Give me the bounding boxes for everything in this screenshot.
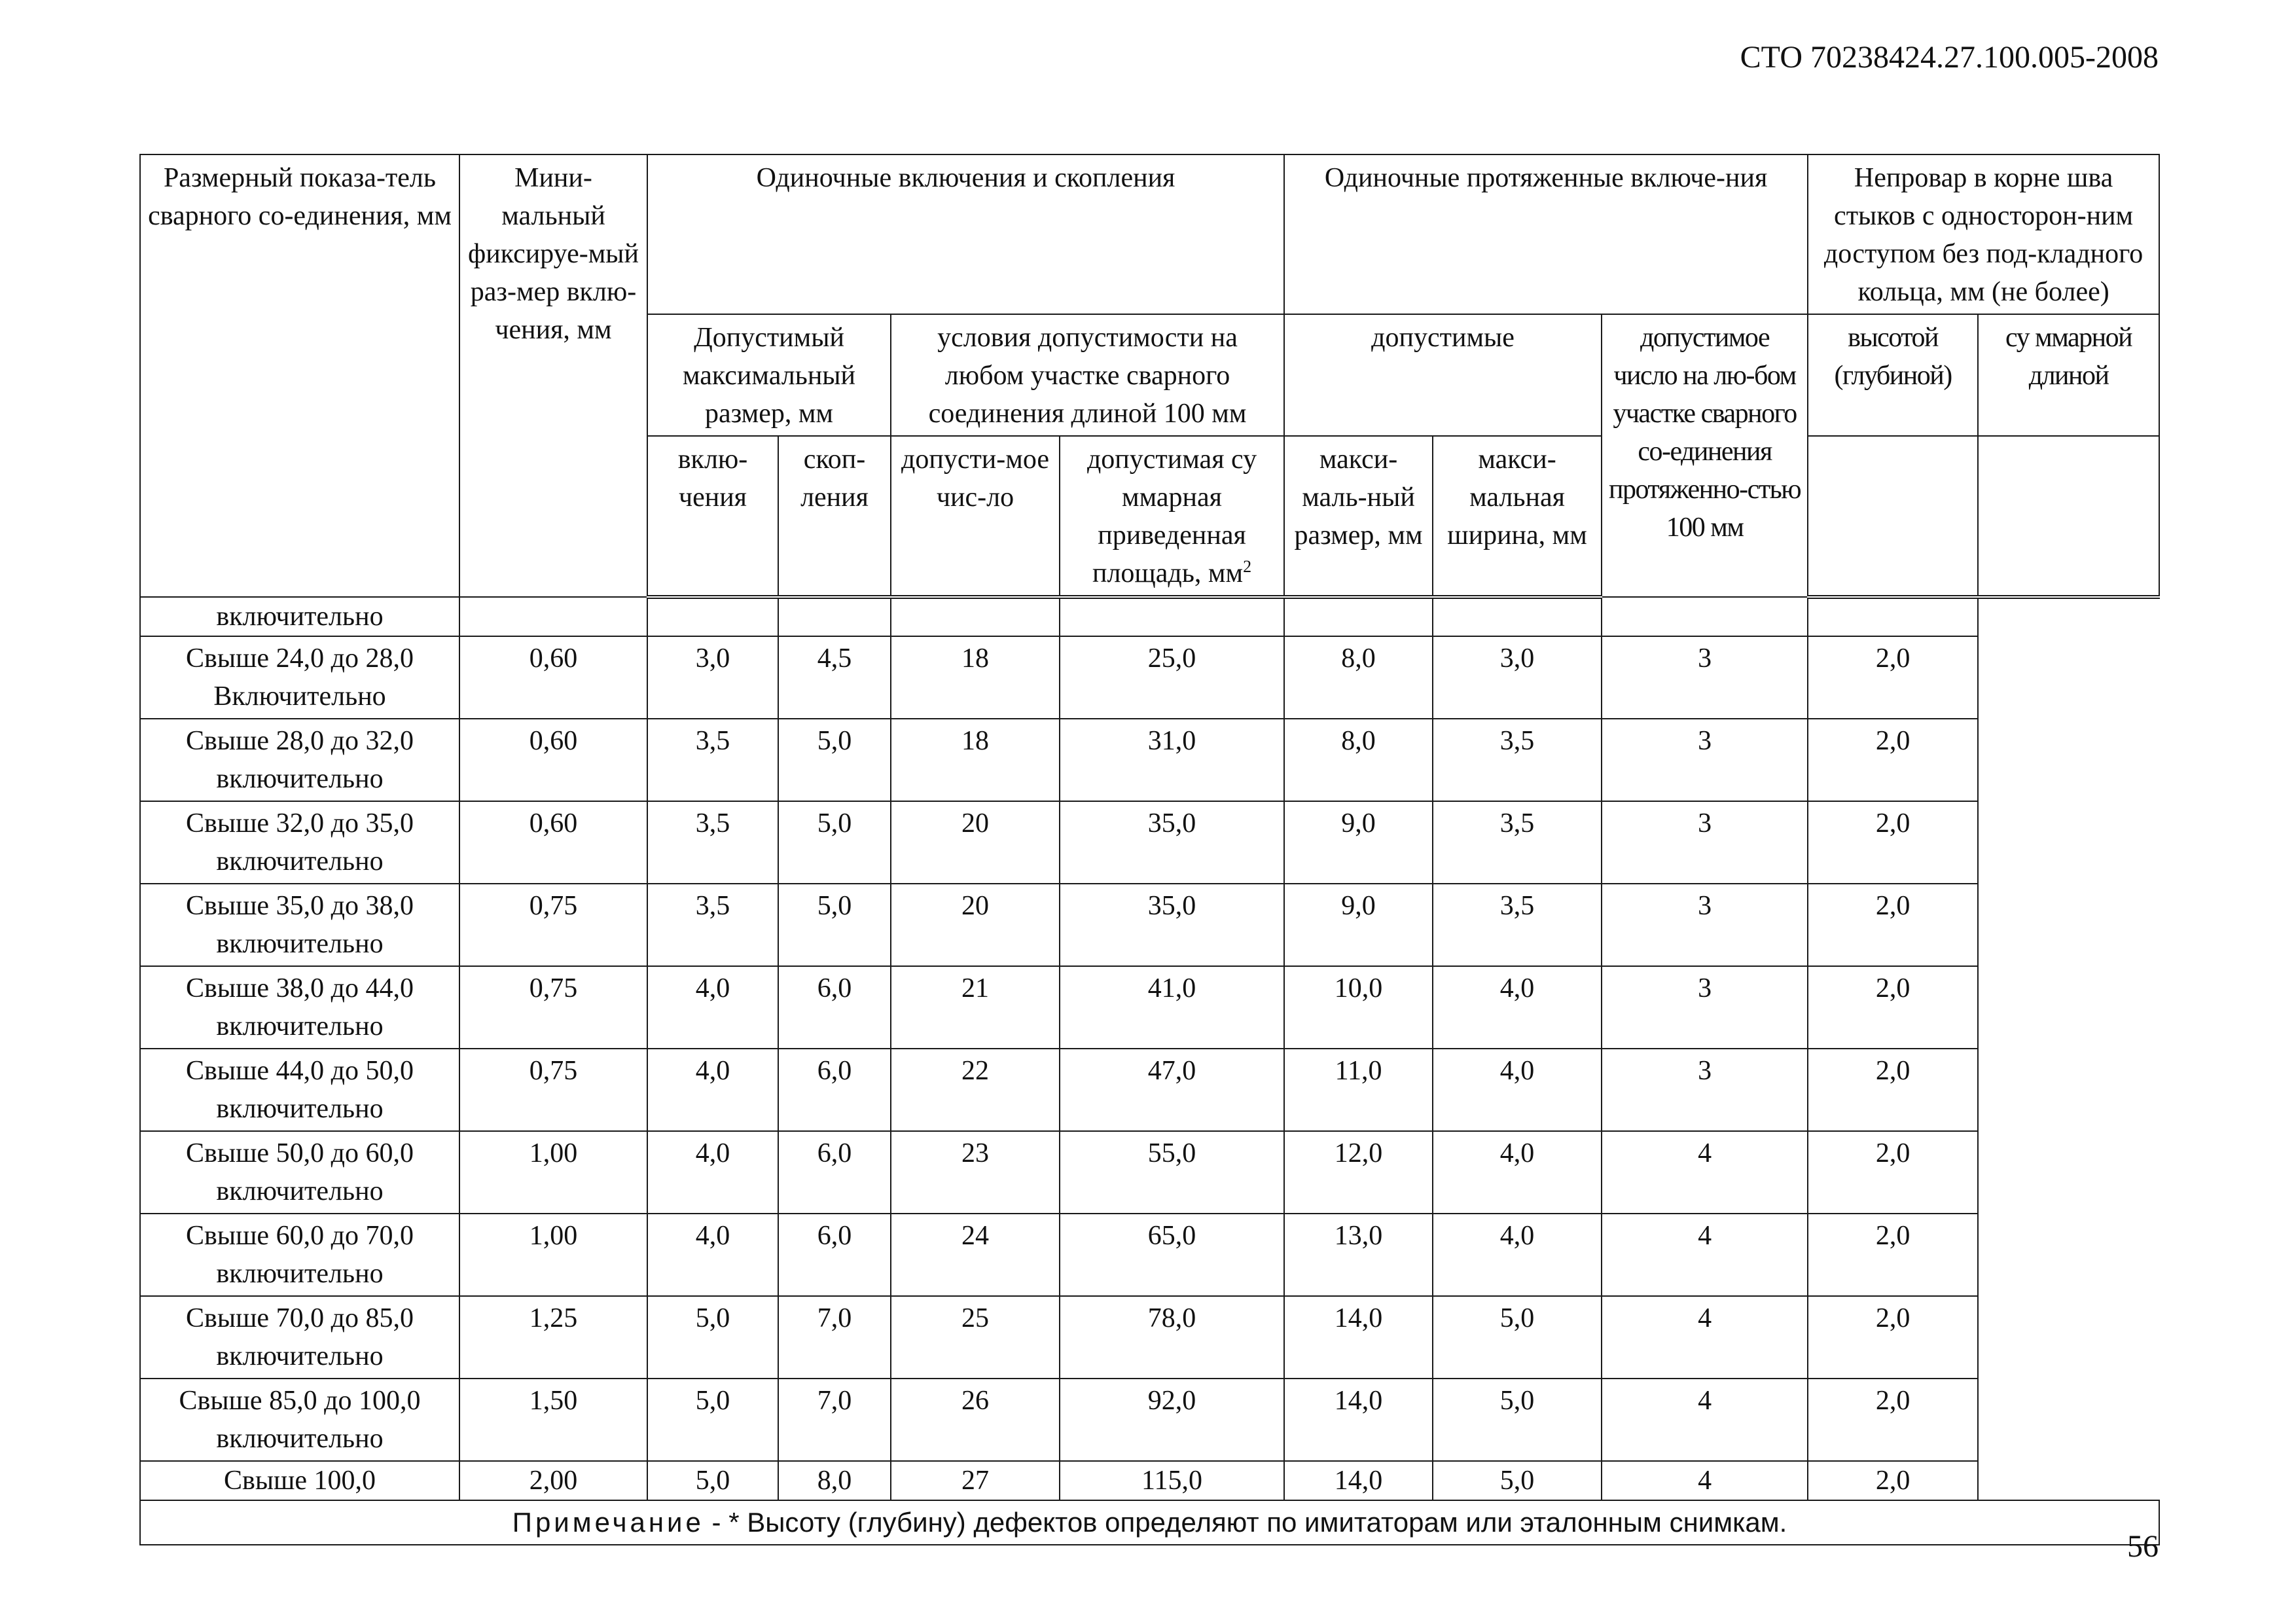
table-row xyxy=(140,1214,2159,1296)
cell-count: 25 xyxy=(891,1296,1060,1379)
cell-maxwidth: 4,0 xyxy=(1433,1049,1602,1131)
header-permissible: допустимые xyxy=(1284,314,1602,436)
cell-height: 2,0 xyxy=(1808,1296,1978,1379)
cell-clust: 7,0 xyxy=(778,1296,891,1379)
cell-maxsize: 8,0 xyxy=(1284,719,1433,801)
cell-ext-count: 3 xyxy=(1602,966,1808,1049)
cell-incl: 3,5 xyxy=(647,719,778,801)
document-code: СТО 70238424.27.100.005-2008 xyxy=(1740,40,2159,75)
cell-maxsize: 10,0 xyxy=(1284,966,1433,1049)
header-size: Размерный показа-тель сварного со-единения, мм xyxy=(140,154,459,597)
cell-clust: 7,0 xyxy=(778,1379,891,1461)
cell-area: 92,0 xyxy=(1060,1379,1284,1461)
cell-area: 47,0 xyxy=(1060,1049,1284,1131)
cell-maxsize: 14,0 xyxy=(1284,1379,1433,1461)
header-height-spacer xyxy=(1808,436,1978,597)
cell-clust: 8,0 xyxy=(778,1461,891,1500)
cell-area: 35,0 xyxy=(1060,801,1284,884)
cell-count: 22 xyxy=(891,1049,1060,1131)
blank-length-column xyxy=(1978,597,2159,1500)
cell-height: 2,0 xyxy=(1808,1131,1978,1214)
cell-maxsize: 14,0 xyxy=(1284,1461,1433,1500)
table-header xyxy=(140,154,2159,597)
cell-size: Свыше 70,0 до 85,0 включительно xyxy=(140,1296,459,1379)
header-allowed-area-text: допустимая су ммарная приведенная площадь, мм xyxy=(1086,444,1257,588)
cell-min: 0,75 xyxy=(459,884,647,966)
cell-maxwidth: 5,0 xyxy=(1433,1379,1602,1461)
cell-count: 18 xyxy=(891,719,1060,801)
cell-clust: 6,0 xyxy=(778,1214,891,1296)
table-row xyxy=(140,1296,2159,1379)
note-label: Примечание xyxy=(512,1507,704,1538)
cell-ext-count: 3 xyxy=(1602,884,1808,966)
cell-incl: 5,0 xyxy=(647,1379,778,1461)
cell-size: Свыше 28,0 до 32,0 включительно xyxy=(140,719,459,801)
cell-count: 24 xyxy=(891,1214,1060,1296)
cell-size: Свыше 24,0 до 28,0 Включительно xyxy=(140,636,459,719)
cell-clust: 5,0 xyxy=(778,884,891,966)
table-row xyxy=(140,719,2159,801)
cell-clust: 5,0 xyxy=(778,719,891,801)
cell-maxwidth: 3,5 xyxy=(1433,719,1602,801)
cell-clust: 6,0 xyxy=(778,1049,891,1131)
cell-area: 78,0 xyxy=(1060,1296,1284,1379)
header-lack-group: Непровар в корне шва стыков с односторон-ним доступом без под-кладного кольца, мм (не более) xyxy=(1808,154,2159,314)
cell-count: 18 xyxy=(891,636,1060,719)
table-row xyxy=(140,884,2159,966)
cell-min: 1,00 xyxy=(459,1131,647,1214)
note-text: - * Высоту (глубину) дефектов определяют по имитаторам или эталонным снимкам. xyxy=(704,1507,1787,1538)
cell-maxsize: 11,0 xyxy=(1284,1049,1433,1131)
cell-area: 25,0 xyxy=(1060,636,1284,719)
cell-incl: 3,5 xyxy=(647,884,778,966)
cell-area: 65,0 xyxy=(1060,1214,1284,1296)
defects-table xyxy=(139,154,2160,1545)
table-row xyxy=(140,1461,2159,1500)
cell-count: 21 xyxy=(891,966,1060,1049)
cell-size: Свыше 60,0 до 70,0 включительно xyxy=(140,1214,459,1296)
cell-incl: 5,0 xyxy=(647,1461,778,1500)
cell-min: 0,60 xyxy=(459,636,647,719)
header-max-width: макси-мальная ширина, мм xyxy=(1433,436,1602,597)
cell-maxwidth: 5,0 xyxy=(1433,1461,1602,1500)
page-number: 56 xyxy=(2127,1529,2159,1564)
cell-size: Свыше 32,0 до 35,0 включительно xyxy=(140,801,459,884)
cell-incl: 4,0 xyxy=(647,1214,778,1296)
cell-height: 2,0 xyxy=(1808,884,1978,966)
cell-height: 2,0 xyxy=(1808,636,1978,719)
cell-maxwidth: 4,0 xyxy=(1433,966,1602,1049)
table-row xyxy=(140,636,2159,719)
cell-size: Свыше 100,0 xyxy=(140,1461,459,1500)
header-area-superscript: 2 xyxy=(1243,557,1252,576)
header-allowed-count: допусти-мое чис-ло xyxy=(891,436,1060,597)
cell-maxsize: 13,0 xyxy=(1284,1214,1433,1296)
cell-size: Свыше 44,0 до 50,0 включительно xyxy=(140,1049,459,1131)
cell-ext-count: 3 xyxy=(1602,1049,1808,1131)
cell-ext-count: 3 xyxy=(1602,636,1808,719)
cell-incl: 5,0 xyxy=(647,1296,778,1379)
cell-count: 20 xyxy=(891,884,1060,966)
cell-area: 55,0 xyxy=(1060,1131,1284,1214)
cell-incl: 4,0 xyxy=(647,966,778,1049)
table-row xyxy=(140,1049,2159,1131)
table-row-continuation xyxy=(140,597,2159,636)
table-row xyxy=(140,1131,2159,1214)
cell-count: 20 xyxy=(891,801,1060,884)
cell-maxwidth: 5,0 xyxy=(1433,1296,1602,1379)
cell-height: 2,0 xyxy=(1808,1379,1978,1461)
cell-height: 2,0 xyxy=(1808,719,1978,801)
header-total-length: су ммарной длиной xyxy=(1978,314,2159,436)
cell-ext-count: 3 xyxy=(1602,719,1808,801)
cell-clust: 6,0 xyxy=(778,966,891,1049)
continuation-cell: включительно xyxy=(140,597,459,636)
cell-area: 31,0 xyxy=(1060,719,1284,801)
cell-min: 1,00 xyxy=(459,1214,647,1296)
cell-area: 115,0 xyxy=(1060,1461,1284,1500)
cell-area: 41,0 xyxy=(1060,966,1284,1049)
cell-ext-count: 4 xyxy=(1602,1379,1808,1461)
cell-area: 35,0 xyxy=(1060,884,1284,966)
cell-ext-count: 4 xyxy=(1602,1461,1808,1500)
cell-clust: 4,5 xyxy=(778,636,891,719)
cell-maxwidth: 4,0 xyxy=(1433,1214,1602,1296)
cell-maxsize: 9,0 xyxy=(1284,801,1433,884)
header-extended-group: Одиночные протяженные включе-ния xyxy=(1284,154,1808,314)
header-permissible-max: Допустимый максимальный размер, мм xyxy=(647,314,891,436)
cell-size: Свыше 35,0 до 38,0 включительно xyxy=(140,884,459,966)
cell-incl: 4,0 xyxy=(647,1131,778,1214)
cell-maxsize: 12,0 xyxy=(1284,1131,1433,1214)
header-clusters: скоп-ления xyxy=(778,436,891,597)
header-inclusions: вклю-чения xyxy=(647,436,778,597)
header-max-size: макси-маль-ный размер, мм xyxy=(1284,436,1433,597)
cell-count: 26 xyxy=(891,1379,1060,1461)
table-body xyxy=(140,597,2159,1500)
cell-clust: 5,0 xyxy=(778,801,891,884)
table-row xyxy=(140,1379,2159,1461)
cell-height: 2,0 xyxy=(1808,966,1978,1049)
cell-size: Свыше 85,0 до 100,0 включительно xyxy=(140,1379,459,1461)
cell-maxwidth: 3,5 xyxy=(1433,801,1602,884)
cell-incl: 4,0 xyxy=(647,1049,778,1131)
cell-maxwidth: 3,0 xyxy=(1433,636,1602,719)
cell-min: 0,75 xyxy=(459,966,647,1049)
cell-min: 0,75 xyxy=(459,1049,647,1131)
cell-size: Свыше 38,0 до 44,0 включительно xyxy=(140,966,459,1049)
table-row xyxy=(140,801,2159,884)
cell-min: 1,50 xyxy=(459,1379,647,1461)
header-single-group: Одиночные включения и скопления xyxy=(647,154,1284,314)
cell-height: 2,0 xyxy=(1808,801,1978,884)
header-permissible-count: допустимое число на лю-бом участке сварного со-единения протяженно-стью 100 мм xyxy=(1602,314,1808,597)
cell-maxsize: 14,0 xyxy=(1284,1296,1433,1379)
cell-min: 0,60 xyxy=(459,719,647,801)
table-row xyxy=(140,966,2159,1049)
cell-count: 27 xyxy=(891,1461,1060,1500)
cell-ext-count: 3 xyxy=(1602,801,1808,884)
cell-maxwidth: 4,0 xyxy=(1433,1131,1602,1214)
cell-height: 2,0 xyxy=(1808,1461,1978,1500)
cell-count: 23 xyxy=(891,1131,1060,1214)
cell-clust: 6,0 xyxy=(778,1131,891,1214)
header-min-size: Мини-мальный фиксируе-мый раз-мер вклю-чения, мм xyxy=(459,154,647,597)
header-height: высотой (глубиной) xyxy=(1808,314,1978,436)
cell-min: 1,25 xyxy=(459,1296,647,1379)
cell-maxsize: 8,0 xyxy=(1284,636,1433,719)
cell-incl: 3,0 xyxy=(647,636,778,719)
cell-ext-count: 4 xyxy=(1602,1214,1808,1296)
cell-min: 0,60 xyxy=(459,801,647,884)
header-allowed-area xyxy=(1060,436,1284,597)
cell-maxsize: 9,0 xyxy=(1284,884,1433,966)
cell-size: Свыше 50,0 до 60,0 включительно xyxy=(140,1131,459,1214)
header-length-spacer xyxy=(1978,436,2159,597)
cell-min: 2,00 xyxy=(459,1461,647,1500)
cell-height: 2,0 xyxy=(1808,1049,1978,1131)
cell-incl: 3,5 xyxy=(647,801,778,884)
table-note xyxy=(140,1500,2159,1545)
cell-ext-count: 4 xyxy=(1602,1131,1808,1214)
header-conditions: условия допустимости на любом участке сварного соединения длиной 100 мм xyxy=(891,314,1284,436)
cell-height: 2,0 xyxy=(1808,1214,1978,1296)
cell-ext-count: 4 xyxy=(1602,1296,1808,1379)
cell-maxwidth: 3,5 xyxy=(1433,884,1602,966)
